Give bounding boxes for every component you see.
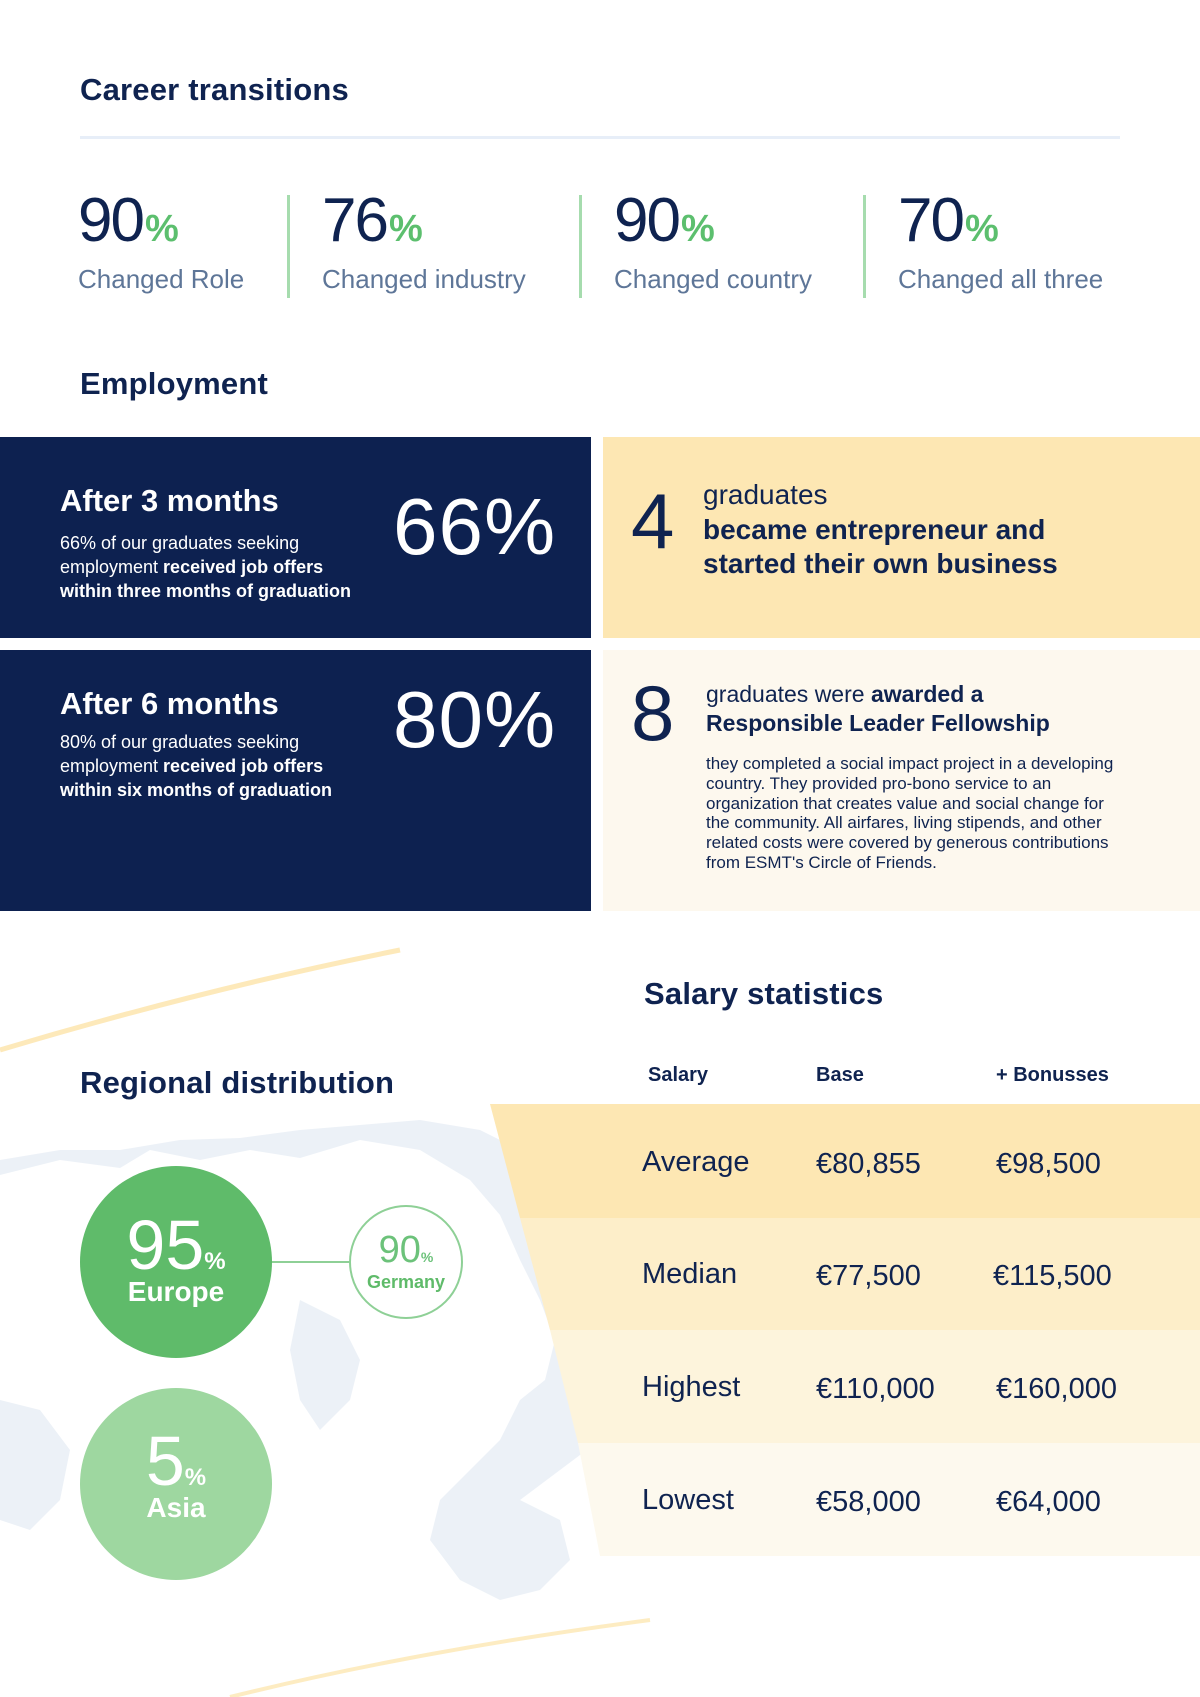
stat-label: Changed all three <box>898 264 1104 294</box>
salary-row-highest-bonus: €160,000 <box>996 1373 1117 1405</box>
salary-section-title: Salary statistics <box>644 976 884 1011</box>
asia-value: 5 <box>145 1422 185 1500</box>
employment-section-title: Employment <box>80 366 269 401</box>
salary-header-salary: Salary <box>648 1064 709 1086</box>
asia-label: Asia <box>146 1492 206 1523</box>
card-title: After 6 months <box>60 686 279 721</box>
salary-row-median-bonus: €115,500 <box>993 1260 1112 1292</box>
card-percentage: 66% <box>393 482 557 571</box>
germany-value: 90 <box>378 1229 421 1271</box>
card-description-plain: 66% of our graduates seeking employment <box>60 533 300 577</box>
europe-value: 95 <box>126 1206 205 1284</box>
fellowship-count: 8 <box>631 669 675 757</box>
salary-row-average-base: €80,855 <box>816 1148 921 1180</box>
salary-row-lowest-base: €58,000 <box>816 1486 921 1518</box>
card-description-bold: received job offers within three months of graduation <box>60 557 351 601</box>
stat-value: 70 <box>898 186 963 255</box>
germany-unit: % <box>420 1249 434 1265</box>
stat-unit: % <box>388 208 423 250</box>
stat-value: 90 <box>614 186 679 255</box>
stat-label: Changed Role <box>78 264 245 294</box>
stat-value: 76 <box>322 186 387 255</box>
salary-row-median-base: €77,500 <box>816 1260 921 1292</box>
salary-header-base: Base <box>816 1064 864 1086</box>
stat-unit: % <box>964 208 999 250</box>
salary-row-lowest-bonus: €64,000 <box>996 1486 1101 1518</box>
stat-value: 90 <box>78 186 143 255</box>
card-title: After 3 months <box>60 483 279 518</box>
stat-unit: % <box>680 208 715 250</box>
salary-row-average-bonus: €98,500 <box>996 1148 1101 1180</box>
stat-label: Changed industry <box>322 264 526 294</box>
asia-unit: % <box>184 1464 207 1491</box>
salary-row-average-label: Average <box>642 1146 750 1178</box>
europe-label: Europe <box>127 1276 225 1307</box>
card-description-plain: 80% of our graduates seeking employment <box>60 732 300 776</box>
salary-row-lowest-label: Lowest <box>642 1484 734 1516</box>
fellowship-body: they completed a social impact project in a developing country. They provided pro-bono service to an organization that creates value and social change for the community. All airfares, living stipends, and other related costs were covered by generous contributions from ESMT's Circle of Friends. <box>706 754 1114 872</box>
fellowship-headline-plain: graduates were <box>706 681 871 707</box>
entrepreneur-line1: graduates <box>703 479 828 510</box>
entrepreneur-count: 4 <box>631 477 675 565</box>
germany-label: Germany <box>366 1272 446 1292</box>
salary-row-highest-label: Highest <box>642 1371 741 1403</box>
salary-header-bonus: + Bonusses <box>996 1064 1109 1086</box>
salary-row-median-label: Median <box>642 1258 738 1290</box>
card-percentage: 80% <box>393 675 557 764</box>
regional-section-title: Regional distribution <box>80 1065 395 1100</box>
salary-row-highest-base: €110,000 <box>816 1373 935 1405</box>
europe-unit: % <box>204 1248 226 1275</box>
entrepreneur-line2: became entrepreneur and started their own business <box>703 514 1058 579</box>
card-description-bold: received job offers within six months of graduation <box>60 756 332 800</box>
stat-unit: % <box>144 208 179 250</box>
stat-label: Changed country <box>614 264 813 294</box>
career-section-title: Career transitions <box>80 72 349 107</box>
fellowship-headline-bold: awarded a Responsible Leader Fellowship <box>706 681 1050 736</box>
